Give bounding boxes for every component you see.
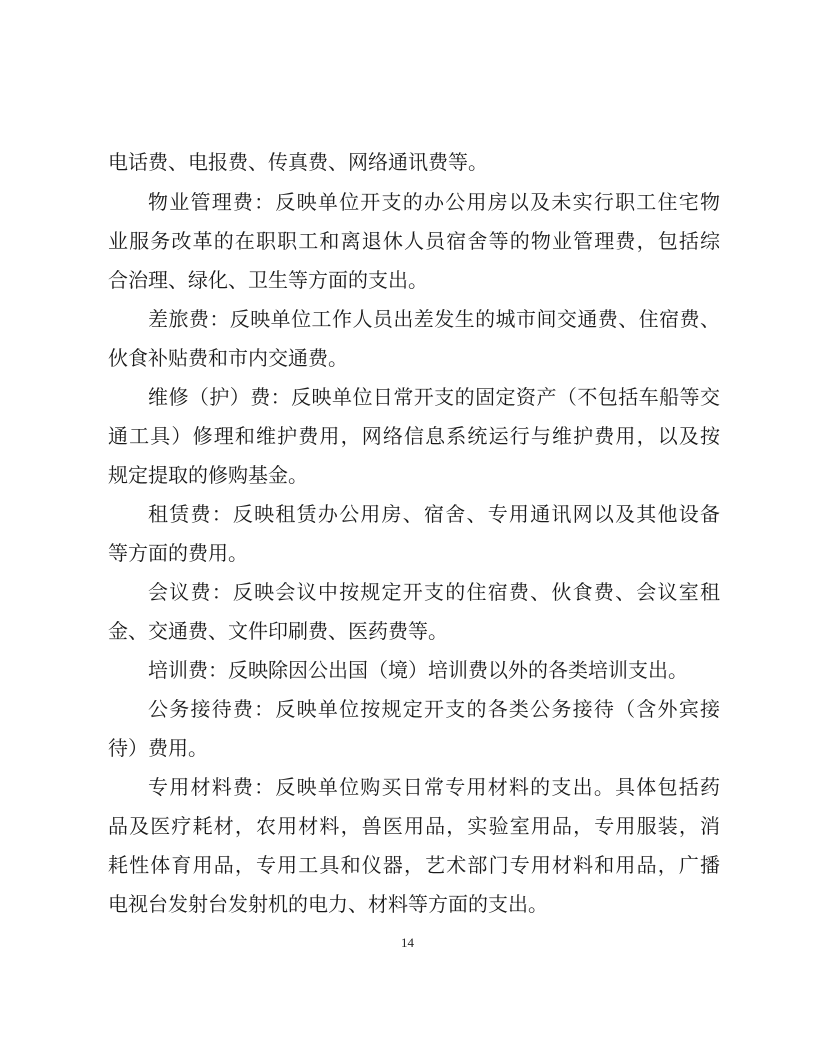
text-line: 品及医疗耗材，农用材料，兽医用品，实验室用品，专用服装，消 [108,814,720,838]
text-line: 电视台发射台发射机的电力、材料等方面的支出。 [108,892,548,916]
text-line: 会议费：反映会议中按规定开支的住宿费、伙食费、会议室租 [148,580,720,604]
page-number: 14 [401,935,414,950]
text-line: 专用材料费：反映单位购买日常专用材料的支出。具体包括药 [148,775,720,799]
text-line: 金、交通费、文件印刷费、医药费等。 [108,619,448,643]
text-line: 等方面的费用。 [108,541,248,565]
text-line: 差旅费：反映单位工作人员出差发生的城市间交通费、住宿费、 [148,307,720,331]
text-line: 公务接待费：反映单位按规定开支的各类公务接待（含外宾接 [148,697,720,721]
text-line: 电话费、电报费、传真费、网络通讯费等。 [108,150,488,174]
text-line: 物业管理费：反映单位开支的办公用房以及未实行职工住宅物 [148,190,720,214]
text-line: 耗性体育用品，专用工具和仪器，艺术部门专用材料和用品，广播 [108,853,720,877]
text-line: 维修（护）费：反映单位日常开支的固定资产（不包括车船等交 [148,385,720,409]
text-line: 通工具）修理和维护费用，网络信息系统运行与维护费用，以及按 [108,424,720,448]
text-line: 租赁费：反映租赁办公用房、宿舍、专用通讯网以及其他设备 [148,502,720,526]
text-line: 合治理、绿化、卫生等方面的支出。 [108,268,428,292]
text-line: 规定提取的修购基金。 [108,463,308,487]
text-line: 业服务改革的在职职工和离退休人员宿舍等的物业管理费，包括综 [108,229,720,253]
text-line: 待）费用。 [108,736,208,760]
text-line: 培训费：反映除因公出国（境）培训费以外的各类培训支出。 [148,658,688,682]
text-line: 伙食补贴费和市内交通费。 [108,346,348,370]
